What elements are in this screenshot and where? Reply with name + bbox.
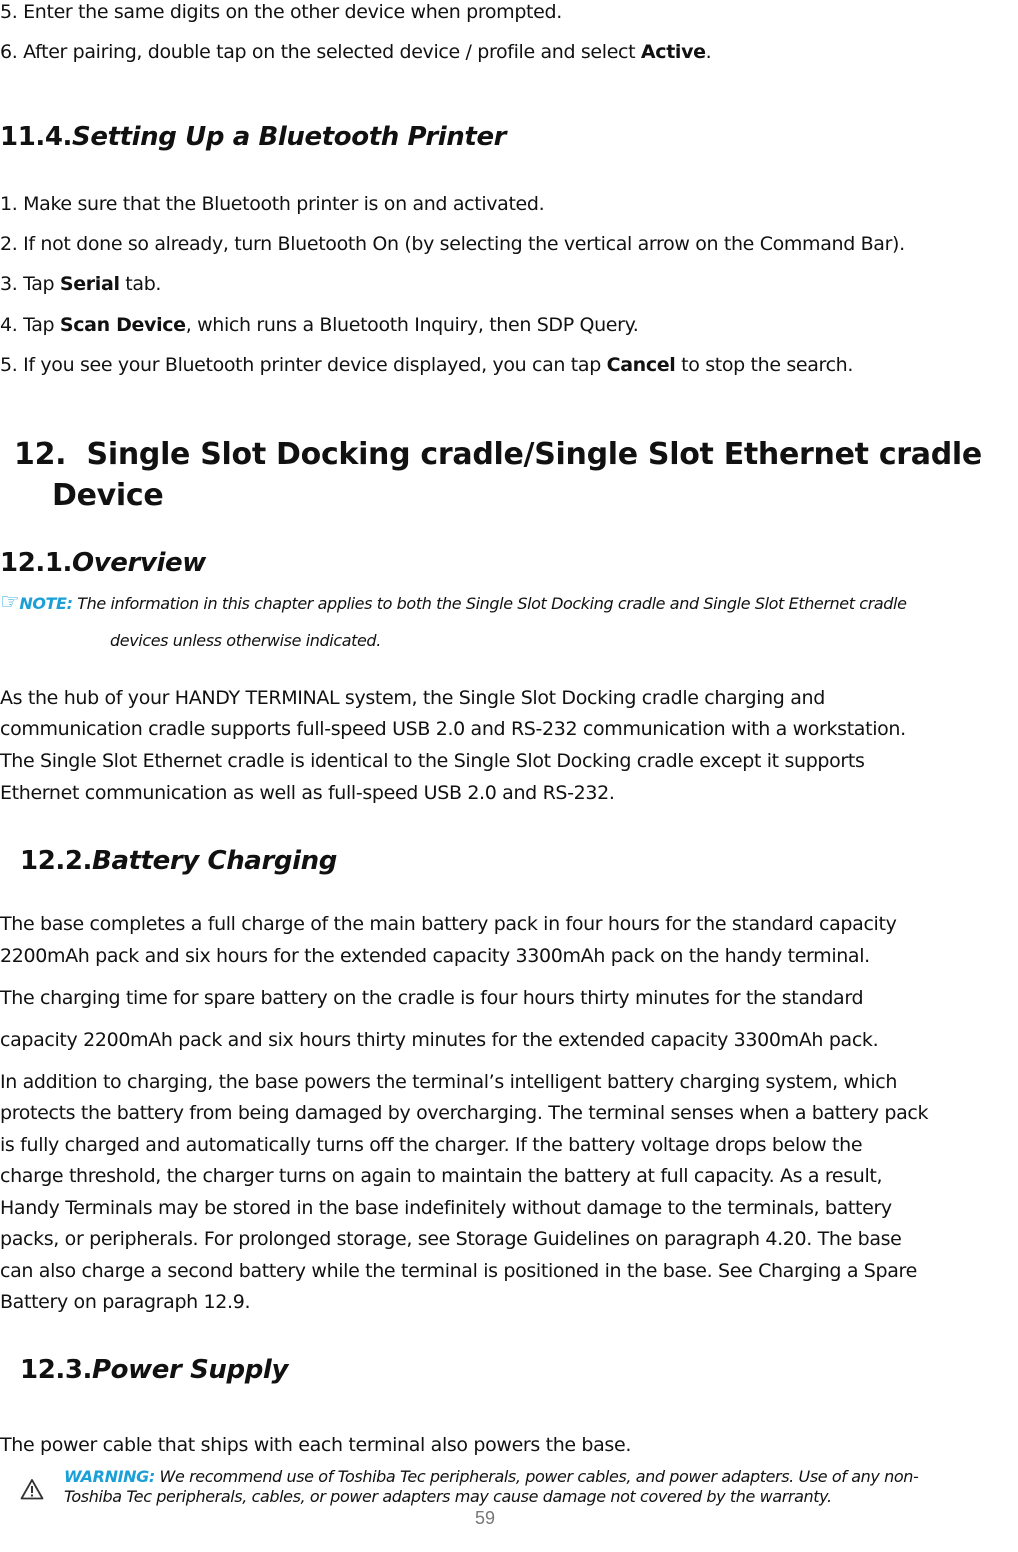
chapter-heading-12-line2: Device — [52, 478, 164, 513]
step-line: 6. After pairing, double tap on the selected device / profile and select Active. — [0, 41, 712, 63]
step-line: 3. Tap Serial tab. — [0, 273, 162, 295]
warning-text-line2: Toshiba Tec peripherals, cables, or power adapters may cause damage not covered by the warranty. — [64, 1487, 832, 1506]
paragraph-line: capacity 2200mAh pack and six hours thirty minutes for the extended capacity 3300mAh pack. — [0, 1029, 879, 1051]
paragraph-line: The power cable that ships with each terminal also powers the base. — [0, 1434, 632, 1456]
warning-text: WARNING: We recommend use of Toshiba Tec peripherals, power cables, and power adapters. Use of any non- — [64, 1467, 919, 1486]
page-number: 59 — [474, 1508, 496, 1528]
paragraph-line: In addition to charging, the base powers the terminal’s intelligent battery charging system, which — [0, 1071, 898, 1093]
step-line: 4. Tap Scan Device, which runs a Bluetooth Inquiry, then SDP Query. — [0, 314, 639, 336]
note-text-line2: devices unless otherwise indicated. — [110, 631, 381, 650]
paragraph-line: As the hub of your HANDY TERMINAL system, the Single Slot Docking cradle charging and — [0, 687, 825, 709]
paragraph-line: communication cradle supports full-speed USB 2.0 and RS-232 communication with a workstation. — [0, 718, 906, 740]
bold-term: Cancel — [606, 354, 676, 376]
paragraph-line: Ethernet communication as well as full-speed USB 2.0 and RS-232. — [0, 782, 615, 804]
step-line: 5. Enter the same digits on the other device when prompted. — [0, 1, 562, 23]
note-box: ☞NOTE: The information in this chapter applies to both the Single Slot Docking cradle and Single Slot Ethernet cradle — [0, 590, 907, 615]
paragraph-line: protects the battery from being damaged by overcharging. The terminal senses when a battery pack — [0, 1102, 929, 1124]
warning-triangle-icon — [20, 1478, 44, 1500]
paragraph-line: Handy Terminals may be stored in the base indefinitely without damage to the terminals, battery — [0, 1197, 892, 1219]
paragraph-line: packs, or peripherals. For prolonged storage, see Storage Guidelines on paragraph 4.20. The base — [0, 1228, 902, 1250]
bold-term: Active — [640, 41, 706, 63]
step-line: 2. If not done so already, turn Bluetooth On (by selecting the vertical arrow on the Command Bar). — [0, 233, 905, 255]
pointing-hand-icon: ☞ — [0, 590, 20, 615]
step-line: 5. If you see your Bluetooth printer device displayed, you can tap Cancel to stop the search. — [0, 354, 854, 376]
paragraph-line: is fully charged and automatically turns off the charger. If the battery voltage drops below the — [0, 1134, 863, 1156]
paragraph-line: can also charge a second battery while the terminal is positioned in the base. See Charging a Spare — [0, 1260, 917, 1282]
paragraph-line: The base completes a full charge of the main battery pack in four hours for the standard capacity — [0, 913, 897, 935]
bold-term: Serial — [59, 273, 120, 295]
section-heading-12-3: 12.3.Power Supply — [20, 1355, 288, 1385]
paragraph-line: charge threshold, the charger turns on again to maintain the battery at full capacity. As a result, — [0, 1165, 883, 1187]
paragraph-line: The Single Slot Ethernet cradle is identical to the Single Slot Docking cradle except it supports — [0, 750, 865, 772]
chapter-heading-12: 12. Single Slot Docking cradle/Single Slot Ethernet cradle — [14, 437, 982, 472]
section-heading-12-1: 12.1.Overview — [0, 548, 206, 578]
section-heading-12-2: 12.2.Battery Charging — [20, 846, 337, 876]
bold-term: Scan Device — [59, 314, 186, 336]
paragraph-line: 2200mAh pack and six hours for the extended capacity 3300mAh pack on the handy terminal. — [0, 945, 870, 967]
step-line: 1. Make sure that the Bluetooth printer is on and activated. — [0, 193, 545, 215]
section-heading-11-4: 11.4.Setting Up a Bluetooth Printer — [0, 122, 507, 152]
paragraph-line: Battery on paragraph 12.9. — [0, 1291, 251, 1313]
paragraph-line: The charging time for spare battery on the cradle is four hours thirty minutes for the standard — [0, 987, 864, 1009]
